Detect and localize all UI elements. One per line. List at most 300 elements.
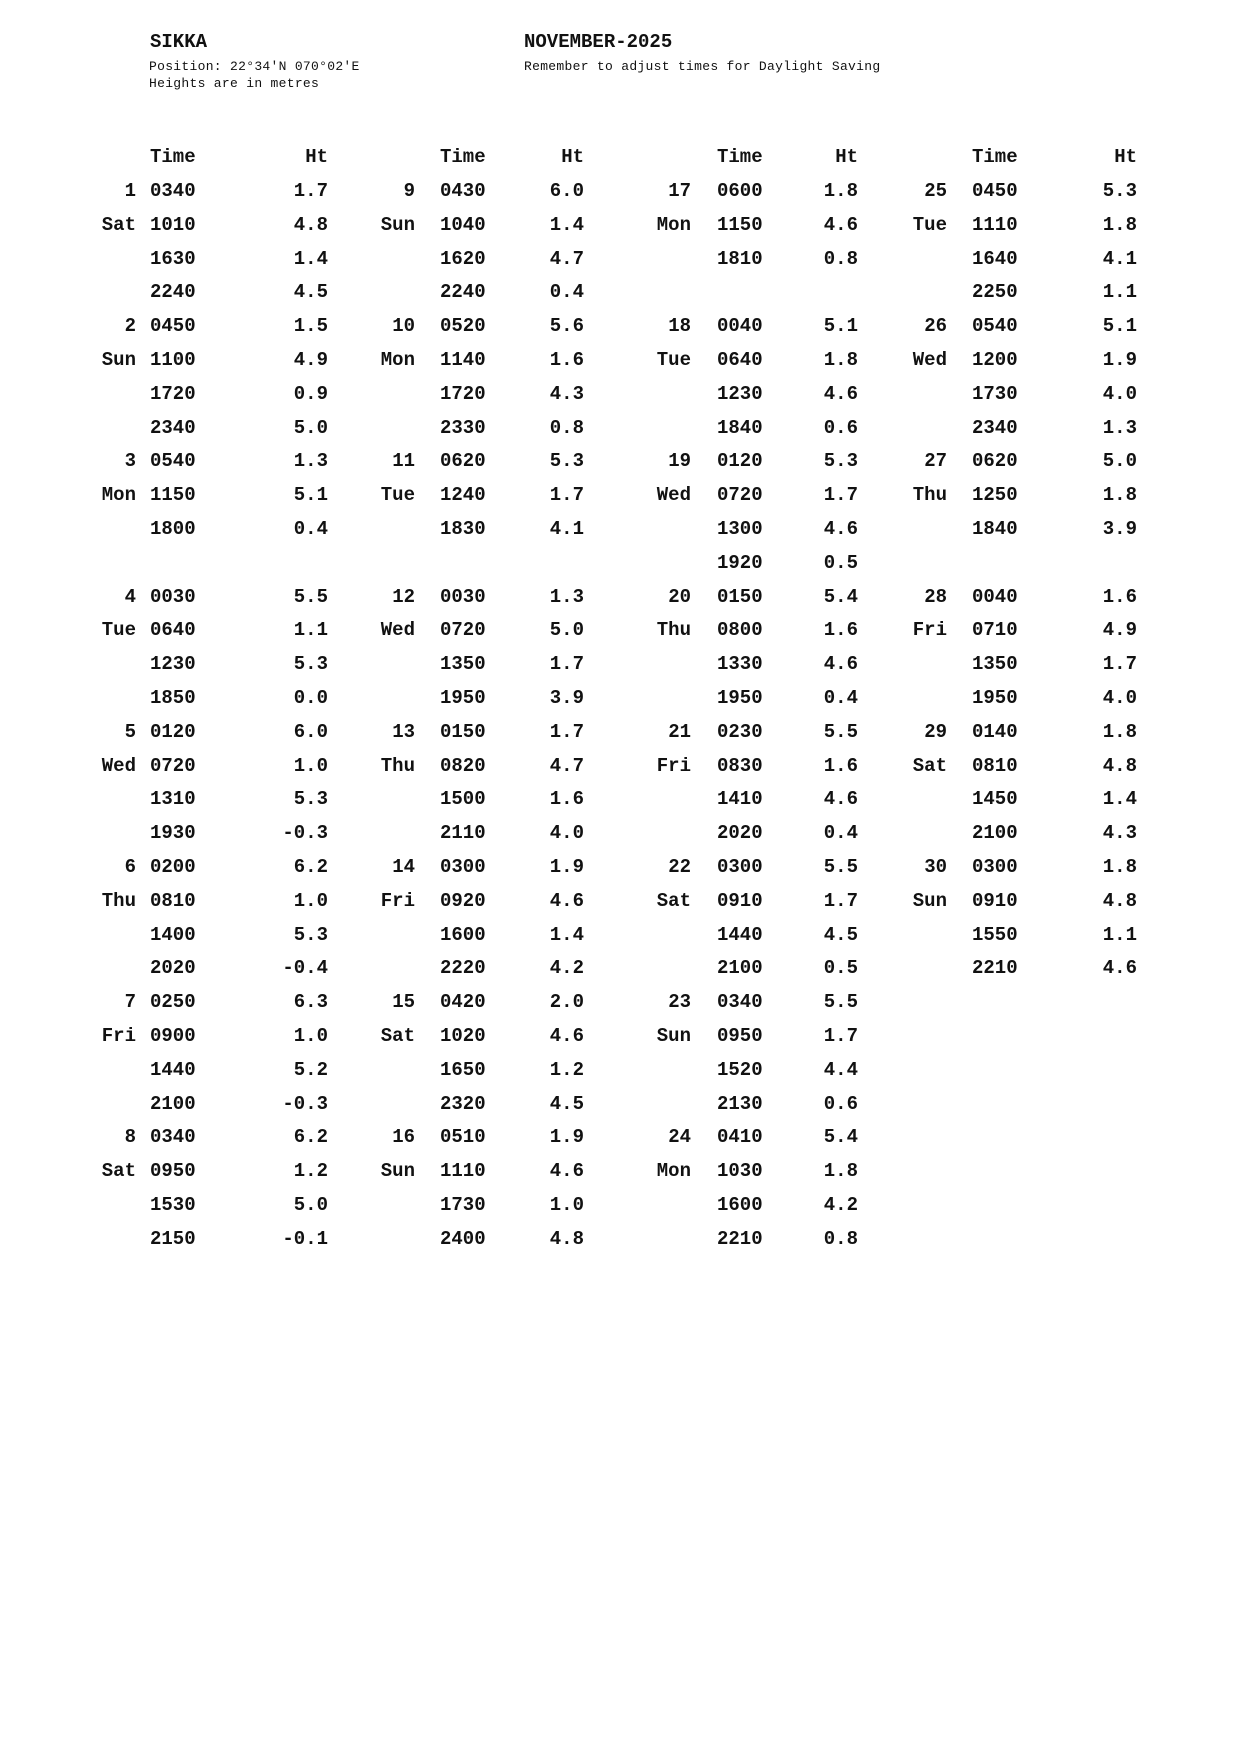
time-header: Time bbox=[717, 146, 763, 168]
tide-time: 1100 bbox=[150, 348, 196, 371]
tide-height: 5.3 bbox=[549, 450, 584, 473]
tide-height: 1.7 bbox=[823, 484, 858, 507]
tide-height: 6.2 bbox=[293, 1126, 328, 1149]
tide-time: 0030 bbox=[440, 585, 486, 608]
tide-time: 1840 bbox=[972, 517, 1018, 540]
day-label: 1 bbox=[124, 180, 136, 202]
tide-height: 0.9 bbox=[293, 382, 328, 405]
tide-height: 0.5 bbox=[823, 957, 858, 980]
tide-height: 0.8 bbox=[823, 1227, 858, 1250]
tide-height: 5.3 bbox=[1102, 180, 1137, 202]
tide-time: 2110 bbox=[440, 822, 486, 845]
day-label: Fri bbox=[912, 619, 947, 642]
height-header: Ht bbox=[835, 146, 858, 168]
tide-height: 5.5 bbox=[823, 855, 858, 878]
tide-height: 4.6 bbox=[823, 213, 858, 236]
tide-height: 4.3 bbox=[1102, 822, 1137, 845]
tide-height: 4.8 bbox=[293, 213, 328, 236]
tide-height: 0.4 bbox=[293, 517, 328, 540]
tide-time: 1140 bbox=[440, 348, 486, 371]
tide-time: 1110 bbox=[972, 213, 1018, 236]
tide-time: 0920 bbox=[440, 889, 486, 912]
tide-time: 1400 bbox=[150, 923, 196, 946]
tide-height: 4.6 bbox=[549, 889, 584, 912]
tide-height: 4.0 bbox=[549, 822, 584, 845]
tide-height: 6.3 bbox=[293, 991, 328, 1014]
tide-height: 1.3 bbox=[293, 450, 328, 473]
day-label: Sat bbox=[101, 213, 136, 236]
day-label: 19 bbox=[668, 450, 691, 473]
tide-time: 2400 bbox=[440, 1227, 486, 1250]
tide-time: 1500 bbox=[440, 788, 486, 811]
tide-height: -0.4 bbox=[282, 957, 328, 980]
tide-time: 0040 bbox=[717, 315, 763, 338]
tide-time: 1730 bbox=[972, 382, 1018, 405]
tide-height: 0.4 bbox=[823, 686, 858, 709]
tide-height: 5.5 bbox=[293, 585, 328, 608]
tide-height: 4.5 bbox=[293, 281, 328, 304]
tide-time: 2100 bbox=[972, 822, 1018, 845]
tide-time: 1440 bbox=[150, 1058, 196, 1081]
tide-time: 1040 bbox=[440, 213, 486, 236]
tide-time: 1720 bbox=[150, 382, 196, 405]
tide-time: 0710 bbox=[972, 619, 1018, 642]
tide-time: 0430 bbox=[440, 180, 486, 202]
tide-height: 6.0 bbox=[293, 720, 328, 743]
tide-height: 1.6 bbox=[823, 754, 858, 777]
station-name: SIKKA bbox=[150, 31, 208, 53]
tide-time: 1440 bbox=[717, 923, 763, 946]
tide-time: 0640 bbox=[717, 348, 763, 371]
day-label: 29 bbox=[924, 720, 947, 743]
tide-height: 1.4 bbox=[293, 247, 328, 270]
tide-height: 5.0 bbox=[293, 1193, 328, 1216]
tide-time: 0520 bbox=[440, 315, 486, 338]
day-label: Thu bbox=[380, 754, 415, 777]
day-label: Fri bbox=[380, 889, 415, 912]
tide-time: 0250 bbox=[150, 991, 196, 1014]
tide-time: 1950 bbox=[717, 686, 763, 709]
time-header: Time bbox=[150, 146, 196, 168]
day-label: Wed bbox=[380, 619, 415, 642]
day-label: Thu bbox=[912, 484, 947, 507]
tide-height: 0.4 bbox=[549, 281, 584, 304]
tide-time: 1030 bbox=[717, 1160, 763, 1183]
tide-height: 3.9 bbox=[1102, 517, 1137, 540]
tide-height: 4.8 bbox=[549, 1227, 584, 1250]
tide-height: 1.7 bbox=[823, 1024, 858, 1047]
height-header: Ht bbox=[305, 146, 328, 168]
tide-height: 4.8 bbox=[1102, 754, 1137, 777]
tide-height: 0.0 bbox=[293, 686, 328, 709]
tide-height: 4.9 bbox=[1102, 619, 1137, 642]
tide-time: 0800 bbox=[717, 619, 763, 642]
day-label: 27 bbox=[924, 450, 947, 473]
day-label: Tue bbox=[101, 619, 136, 642]
day-label: Sun bbox=[380, 213, 415, 236]
tide-time: 1250 bbox=[972, 484, 1018, 507]
tide-time: 1450 bbox=[972, 788, 1018, 811]
tide-height: 4.1 bbox=[1102, 247, 1137, 270]
tide-height: 4.7 bbox=[549, 247, 584, 270]
day-label: Sat bbox=[912, 754, 947, 777]
tide-height: 1.1 bbox=[293, 619, 328, 642]
tide-height: 5.2 bbox=[293, 1058, 328, 1081]
tide-height: 1.6 bbox=[549, 348, 584, 371]
day-label: Sun bbox=[380, 1160, 415, 1183]
tide-height: 4.4 bbox=[823, 1058, 858, 1081]
tide-height: 5.3 bbox=[293, 653, 328, 676]
day-label: 23 bbox=[668, 991, 691, 1014]
tide-time: 1110 bbox=[440, 1160, 486, 1183]
tide-time: 0150 bbox=[717, 585, 763, 608]
tide-height: 1.2 bbox=[293, 1160, 328, 1183]
day-label: 9 bbox=[403, 180, 415, 202]
tide-time: 2100 bbox=[717, 957, 763, 980]
tide-time: 2340 bbox=[150, 416, 196, 439]
tide-time: 1010 bbox=[150, 213, 196, 236]
day-label: 4 bbox=[124, 585, 136, 608]
day-label: Sat bbox=[656, 889, 691, 912]
tide-height: 1.8 bbox=[823, 1160, 858, 1183]
tide-time: 0150 bbox=[440, 720, 486, 743]
tide-time: 0230 bbox=[717, 720, 763, 743]
tide-time: 0200 bbox=[150, 855, 196, 878]
tide-height: 4.6 bbox=[549, 1024, 584, 1047]
tide-time: 1410 bbox=[717, 788, 763, 811]
day-label: 16 bbox=[392, 1126, 415, 1149]
day-label: 6 bbox=[124, 855, 136, 878]
tide-height: 5.3 bbox=[293, 923, 328, 946]
tide-height: 1.1 bbox=[1102, 281, 1137, 304]
tide-height: 0.8 bbox=[823, 247, 858, 270]
tide-height: 1.1 bbox=[1102, 923, 1137, 946]
tide-height: 5.3 bbox=[823, 450, 858, 473]
tide-time: 1640 bbox=[972, 247, 1018, 270]
tide-height: 5.6 bbox=[549, 315, 584, 338]
height-header: Ht bbox=[561, 146, 584, 168]
tide-time: 0540 bbox=[972, 315, 1018, 338]
tide-height: 5.0 bbox=[293, 416, 328, 439]
tide-time: 0810 bbox=[150, 889, 196, 912]
tide-time: 0300 bbox=[972, 855, 1018, 878]
tide-time: 2210 bbox=[972, 957, 1018, 980]
day-label: Fri bbox=[656, 754, 691, 777]
tide-height: 1.5 bbox=[293, 315, 328, 338]
tide-height: 4.3 bbox=[549, 382, 584, 405]
tide-time: 0300 bbox=[440, 855, 486, 878]
tide-time: 0540 bbox=[150, 450, 196, 473]
day-label: 3 bbox=[124, 450, 136, 473]
tide-time: 0340 bbox=[150, 1126, 196, 1149]
tide-height: 4.6 bbox=[1102, 957, 1137, 980]
tide-time: 1550 bbox=[972, 923, 1018, 946]
day-label: 17 bbox=[668, 180, 691, 202]
tide-time: 0120 bbox=[717, 450, 763, 473]
tide-height: 4.5 bbox=[823, 923, 858, 946]
tide-height: 4.6 bbox=[823, 788, 858, 811]
tide-time: 0450 bbox=[150, 315, 196, 338]
day-label: 8 bbox=[124, 1126, 136, 1149]
tide-time: 2330 bbox=[440, 416, 486, 439]
tide-height: 5.5 bbox=[823, 991, 858, 1014]
tide-time: 0950 bbox=[150, 1160, 196, 1183]
tide-height: 5.1 bbox=[823, 315, 858, 338]
tide-time: 2150 bbox=[150, 1227, 196, 1250]
day-label: 10 bbox=[392, 315, 415, 338]
tide-height: 4.6 bbox=[823, 382, 858, 405]
tide-height: 1.8 bbox=[1102, 213, 1137, 236]
tide-time: 2220 bbox=[440, 957, 486, 980]
tide-time: 1240 bbox=[440, 484, 486, 507]
tide-time: 0620 bbox=[972, 450, 1018, 473]
tide-height: 5.0 bbox=[1102, 450, 1137, 473]
tide-time: 1950 bbox=[440, 686, 486, 709]
tide-height: 3.9 bbox=[549, 686, 584, 709]
tide-time: 1800 bbox=[150, 517, 196, 540]
tide-time: 0410 bbox=[717, 1126, 763, 1149]
tide-time: 1650 bbox=[440, 1058, 486, 1081]
tide-height: 0.6 bbox=[823, 1092, 858, 1115]
tide-height: 4.6 bbox=[823, 517, 858, 540]
tide-height: 1.8 bbox=[1102, 855, 1137, 878]
tide-time: 1350 bbox=[440, 653, 486, 676]
tide-time: 1850 bbox=[150, 686, 196, 709]
tide-height: 4.6 bbox=[549, 1160, 584, 1183]
tide-time: 1520 bbox=[717, 1058, 763, 1081]
day-label: Fri bbox=[101, 1024, 136, 1047]
day-label: 25 bbox=[924, 180, 947, 202]
day-label: Sun bbox=[101, 348, 136, 371]
tide-height: 5.1 bbox=[293, 484, 328, 507]
tide-time: 2240 bbox=[440, 281, 486, 304]
tide-time: 0910 bbox=[972, 889, 1018, 912]
day-label: 5 bbox=[124, 720, 136, 743]
tide-height: 0.4 bbox=[823, 822, 858, 845]
tide-height: 6.0 bbox=[549, 180, 584, 202]
day-label: 22 bbox=[668, 855, 691, 878]
day-label: 28 bbox=[924, 585, 947, 608]
tide-height: 4.2 bbox=[823, 1193, 858, 1216]
tide-height: 0.8 bbox=[549, 416, 584, 439]
tide-height: 1.0 bbox=[293, 754, 328, 777]
tide-height: 1.8 bbox=[1102, 484, 1137, 507]
day-label: 18 bbox=[668, 315, 691, 338]
tide-time: 1310 bbox=[150, 788, 196, 811]
tide-time: 2130 bbox=[717, 1092, 763, 1115]
tide-height: 6.2 bbox=[293, 855, 328, 878]
tide-time: 0810 bbox=[972, 754, 1018, 777]
tide-time: 1600 bbox=[717, 1193, 763, 1216]
tide-height: 1.4 bbox=[549, 213, 584, 236]
tide-time: 0820 bbox=[440, 754, 486, 777]
day-label: 12 bbox=[392, 585, 415, 608]
tide-time: 0620 bbox=[440, 450, 486, 473]
tide-height: 1.0 bbox=[293, 889, 328, 912]
tide-height: 4.2 bbox=[549, 957, 584, 980]
tide-time: 1840 bbox=[717, 416, 763, 439]
tide-time: 1830 bbox=[440, 517, 486, 540]
tide-time: 0830 bbox=[717, 754, 763, 777]
tide-height: 1.4 bbox=[1102, 788, 1137, 811]
tide-time: 1330 bbox=[717, 653, 763, 676]
tide-time: 2320 bbox=[440, 1092, 486, 1115]
tide-height: 4.7 bbox=[549, 754, 584, 777]
tide-height: 1.7 bbox=[293, 180, 328, 202]
time-header: Time bbox=[972, 146, 1018, 168]
tide-time: 0900 bbox=[150, 1024, 196, 1047]
tide-time: 0600 bbox=[717, 180, 763, 202]
day-label: Thu bbox=[656, 619, 691, 642]
tide-height: 5.4 bbox=[823, 585, 858, 608]
day-label: 13 bbox=[392, 720, 415, 743]
time-header: Time bbox=[440, 146, 486, 168]
tide-time: 0120 bbox=[150, 720, 196, 743]
tide-time: 2240 bbox=[150, 281, 196, 304]
tide-height: 1.9 bbox=[1102, 348, 1137, 371]
day-label: Thu bbox=[101, 889, 136, 912]
day-label: Tue bbox=[380, 484, 415, 507]
tide-time: 1730 bbox=[440, 1193, 486, 1216]
tide-time: 0300 bbox=[717, 855, 763, 878]
tide-height: 4.6 bbox=[823, 653, 858, 676]
tide-height: 5.3 bbox=[293, 788, 328, 811]
day-label: Sat bbox=[380, 1024, 415, 1047]
tide-time: 0140 bbox=[972, 720, 1018, 743]
day-label: 26 bbox=[924, 315, 947, 338]
day-label: Mon bbox=[656, 213, 691, 236]
position-text: Position: 22°34'N 070°02'E bbox=[149, 59, 360, 74]
tide-time: 0910 bbox=[717, 889, 763, 912]
month-title: NOVEMBER-2025 bbox=[524, 31, 673, 53]
tide-time: 1150 bbox=[717, 213, 763, 236]
day-label: Mon bbox=[656, 1160, 691, 1183]
tide-height: 5.1 bbox=[1102, 315, 1137, 338]
tide-height: 1.6 bbox=[1102, 585, 1137, 608]
tide-height: 5.4 bbox=[823, 1126, 858, 1149]
tide-height: 1.8 bbox=[823, 348, 858, 371]
day-label: 30 bbox=[924, 855, 947, 878]
tide-height: -0.1 bbox=[282, 1227, 328, 1250]
tide-time: 1020 bbox=[440, 1024, 486, 1047]
tide-height: 1.7 bbox=[549, 720, 584, 743]
tide-time: 1810 bbox=[717, 247, 763, 270]
day-label: 2 bbox=[124, 315, 136, 338]
height-header: Ht bbox=[1114, 146, 1137, 168]
day-label: Sun bbox=[656, 1024, 691, 1047]
tide-height: 1.7 bbox=[549, 484, 584, 507]
day-label: 11 bbox=[392, 450, 415, 473]
day-label: Tue bbox=[912, 213, 947, 236]
tide-height: 4.0 bbox=[1102, 382, 1137, 405]
day-label: Mon bbox=[101, 484, 136, 507]
tide-height: 1.3 bbox=[1102, 416, 1137, 439]
tide-time: 1620 bbox=[440, 247, 486, 270]
tide-time: 1950 bbox=[972, 686, 1018, 709]
tide-time: 2020 bbox=[717, 822, 763, 845]
tide-time: 0720 bbox=[150, 754, 196, 777]
tide-time: 0720 bbox=[717, 484, 763, 507]
tide-height: 1.9 bbox=[549, 855, 584, 878]
tide-height: 5.5 bbox=[823, 720, 858, 743]
tide-height: 4.1 bbox=[549, 517, 584, 540]
day-label: 15 bbox=[392, 991, 415, 1014]
tide-height: 4.0 bbox=[1102, 686, 1137, 709]
tide-time: 2210 bbox=[717, 1227, 763, 1250]
tide-height: 1.7 bbox=[823, 889, 858, 912]
tide-height: 1.0 bbox=[549, 1193, 584, 1216]
tide-height: 1.7 bbox=[549, 653, 584, 676]
tide-time: 0450 bbox=[972, 180, 1018, 202]
tide-height: 1.4 bbox=[549, 923, 584, 946]
tide-time: 0640 bbox=[150, 619, 196, 642]
tide-time: 1600 bbox=[440, 923, 486, 946]
tide-time: 1150 bbox=[150, 484, 196, 507]
tide-height: 1.3 bbox=[549, 585, 584, 608]
day-label: Sat bbox=[101, 1160, 136, 1183]
tide-height: 0.5 bbox=[823, 551, 858, 574]
day-label: 24 bbox=[668, 1126, 691, 1149]
tide-time: 1200 bbox=[972, 348, 1018, 371]
day-label: Sun bbox=[912, 889, 947, 912]
day-label: Tue bbox=[656, 348, 691, 371]
tide-time: 1300 bbox=[717, 517, 763, 540]
tide-time: 1720 bbox=[440, 382, 486, 405]
tide-time: 1230 bbox=[717, 382, 763, 405]
tide-time: 0340 bbox=[150, 180, 196, 202]
tide-time: 1530 bbox=[150, 1193, 196, 1216]
day-label: Wed bbox=[912, 348, 947, 371]
tide-height: 1.7 bbox=[1102, 653, 1137, 676]
day-label: Mon bbox=[380, 348, 415, 371]
day-label: 20 bbox=[668, 585, 691, 608]
tide-time: 2250 bbox=[972, 281, 1018, 304]
tide-time: 1630 bbox=[150, 247, 196, 270]
tide-time: 0340 bbox=[717, 991, 763, 1014]
tide-time: 1230 bbox=[150, 653, 196, 676]
tide-height: 4.5 bbox=[549, 1092, 584, 1115]
tide-height: 2.0 bbox=[549, 991, 584, 1014]
day-label: Wed bbox=[656, 484, 691, 507]
daylight-saving-note: Remember to adjust times for Daylight Saving bbox=[524, 59, 881, 74]
tide-time: 1930 bbox=[150, 822, 196, 845]
tide-height: 1.2 bbox=[549, 1058, 584, 1081]
tide-height: 0.6 bbox=[823, 416, 858, 439]
tide-time: 0040 bbox=[972, 585, 1018, 608]
tide-height: 4.9 bbox=[293, 348, 328, 371]
day-label: 14 bbox=[392, 855, 415, 878]
tide-height: -0.3 bbox=[282, 1092, 328, 1115]
tide-time: 1920 bbox=[717, 551, 763, 574]
tide-time: 1350 bbox=[972, 653, 1018, 676]
tide-height: 1.9 bbox=[549, 1126, 584, 1149]
tide-time: 0720 bbox=[440, 619, 486, 642]
tide-time: 2020 bbox=[150, 957, 196, 980]
tide-time: 2340 bbox=[972, 416, 1018, 439]
tide-height: 1.8 bbox=[1102, 720, 1137, 743]
units-text: Heights are in metres bbox=[149, 76, 320, 91]
day-label: 7 bbox=[124, 991, 136, 1014]
tide-height: 1.6 bbox=[823, 619, 858, 642]
tide-time: 2100 bbox=[150, 1092, 196, 1115]
tide-time: 0420 bbox=[440, 991, 486, 1014]
tide-height: 5.0 bbox=[549, 619, 584, 642]
tide-height: 1.8 bbox=[823, 180, 858, 202]
tide-height: 4.8 bbox=[1102, 889, 1137, 912]
day-label: Wed bbox=[101, 754, 136, 777]
tide-time: 0030 bbox=[150, 585, 196, 608]
day-label: 21 bbox=[668, 720, 691, 743]
